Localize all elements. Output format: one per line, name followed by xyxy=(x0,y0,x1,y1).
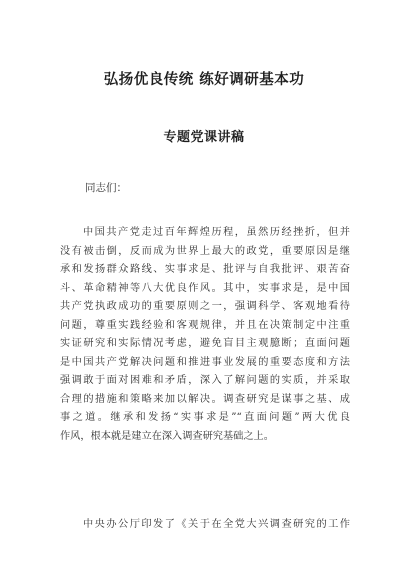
paragraph-line: 斗、革命精神等八大优良作风。其中，实事求是，是中国 xyxy=(60,282,350,294)
document-title: 弘扬优良传统 练好调研基本功 xyxy=(103,72,305,88)
paragraph-line: 合理的措施和策略来加以解决。调查研究是谋事之基、成 xyxy=(60,393,350,405)
paragraph-2 xyxy=(60,516,350,535)
paragraph-line: 没有被击倒，反而成为世界上最大的政党，重要原因是继 xyxy=(60,245,350,257)
paragraph-line: 作风，根本就是建立在深入调查研究基础之上。 xyxy=(60,430,274,442)
paragraph-line: 中国共产党走过百年辉煌历程，虽然历经挫折，但并 xyxy=(83,227,350,238)
paragraph-line: 共产党执政成功的重要原则之一，强调科学、客观地看待 xyxy=(60,301,350,312)
paragraph-line: 问题，尊重实践经验和客观规律，并且在决策制定中注重 xyxy=(60,319,350,331)
paragraph-line: 强调敢于面对困难和矛盾，深入了解问题的实质，并采取 xyxy=(60,375,350,386)
paragraph-line: 事之道。继承和发扬“实事求是”“直面问题”两大优良 xyxy=(60,412,350,423)
salutation: 同志们： xyxy=(85,182,127,194)
paragraph-line: 中央办公厅印发了《关于在全党大兴调查研究的工作 xyxy=(83,519,350,530)
paragraph-line: 实证研究和实际情况考虑，避免盲目主观臆断；直面问题 xyxy=(60,338,350,349)
paragraph-line: 是中国共产党解决问题和推进事业发展的重要态度和方法 xyxy=(60,356,350,368)
document-subtitle: 专题党课讲稿 xyxy=(163,130,245,145)
paragraph-line: 承和发扬群众路线、实事求是、批评与自我批评、艰苦奋 xyxy=(60,264,350,275)
paragraph-1 xyxy=(60,224,350,446)
